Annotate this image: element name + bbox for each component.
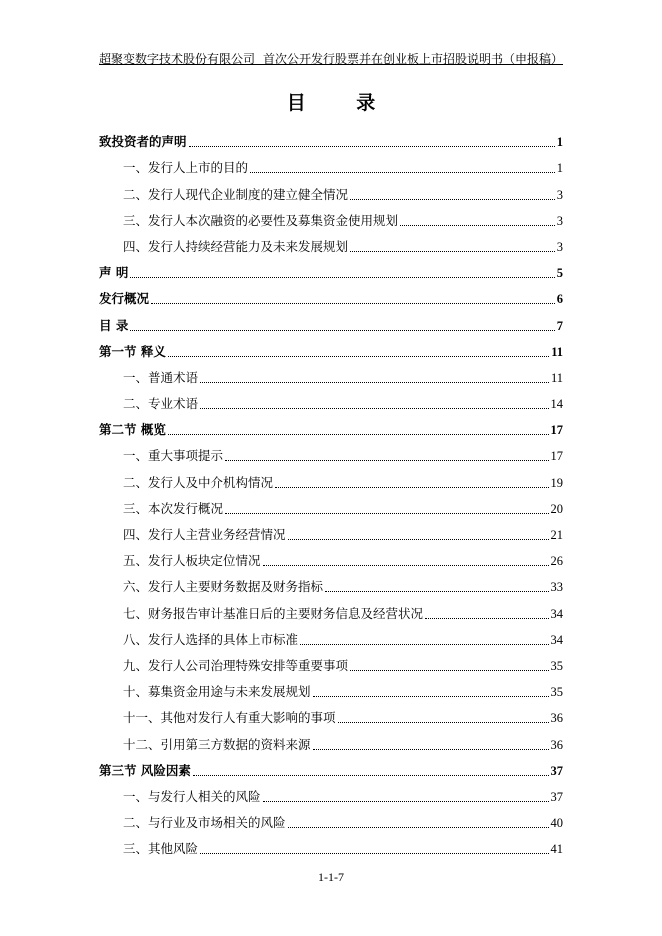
toc-entry-page: 37	[550, 763, 563, 778]
toc-entry-label: 三、发行人本次融资的必要性及募集资金使用规划	[123, 212, 399, 228]
dot-leader	[250, 172, 555, 173]
toc-entry-page: 21	[550, 528, 563, 542]
dot-leader	[300, 644, 548, 645]
toc-entry-page: 3	[556, 187, 563, 202]
dot-leader	[350, 251, 555, 252]
toc-entry[interactable]	[99, 595, 563, 621]
toc-entry-label: 目 录	[99, 317, 129, 333]
dot-leader	[350, 199, 555, 200]
toc-entry[interactable]	[99, 648, 563, 674]
toc-entry[interactable]	[99, 831, 563, 857]
toc-entry-page: 37	[550, 789, 563, 804]
toc-entry[interactable]	[99, 674, 563, 700]
toc-entry[interactable]	[99, 334, 563, 360]
toc-entry-page: 1	[556, 161, 563, 176]
toc-entry[interactable]	[99, 491, 563, 517]
page-number: 1-1-7	[318, 870, 344, 884]
dot-leader	[200, 382, 549, 383]
dot-leader	[425, 618, 548, 619]
toc-entry-page: 34	[550, 632, 563, 647]
toc-entry[interactable]	[99, 543, 563, 569]
toc-entry[interactable]	[99, 281, 563, 307]
toc-entry-label: 九、发行人公司治理特殊安排等重要事项	[123, 657, 349, 673]
toc-entry-label: 声 明	[99, 265, 129, 281]
header-company: 超聚变数字技术股份有限公司	[99, 52, 256, 66]
toc-entry-page: 35	[550, 658, 563, 673]
dot-leader	[225, 513, 548, 514]
dot-leader	[288, 827, 549, 828]
dot-leader	[189, 146, 555, 147]
toc-entry-label: 十二、引用第三方数据的资料来源	[123, 736, 311, 752]
toc-entry-label: 二、与行业及市场相关的风险	[123, 815, 286, 831]
toc-entry[interactable]	[99, 753, 563, 779]
toc-entry[interactable]	[99, 726, 563, 752]
toc-entry-label: 三、其他风险	[123, 841, 199, 857]
toc-entry[interactable]	[99, 176, 563, 202]
toc-entry-page: 17	[550, 423, 563, 438]
toc-entry-label: 一、与发行人相关的风险	[123, 788, 261, 804]
toc-entry-page: 36	[550, 737, 563, 752]
toc-entry-page: 3	[556, 239, 563, 254]
toc-entry-page: 17	[550, 449, 563, 464]
toc-entry[interactable]	[99, 622, 563, 648]
toc-entry-label: 二、发行人现代企业制度的建立健全情况	[123, 186, 349, 202]
dot-leader	[151, 303, 555, 304]
toc-entry-label: 第二节 概览	[99, 422, 166, 438]
toc-entry-label: 二、专业术语	[123, 396, 199, 412]
toc-entry[interactable]	[99, 255, 563, 281]
dot-leader	[313, 696, 549, 697]
toc-entry[interactable]	[99, 229, 563, 255]
toc-entry-page: 11	[551, 344, 563, 359]
toc-entry-label: 第三节 风险因素	[99, 762, 191, 778]
toc-entry-label: 四、发行人持续经营能力及未来发展规划	[123, 238, 349, 254]
toc-entry[interactable]	[99, 517, 563, 543]
toc-entry-page: 41	[550, 842, 563, 857]
toc-entry[interactable]	[99, 805, 563, 831]
toc-entry[interactable]	[99, 307, 563, 333]
header-doc-title: 首次公开发行股票并在创业板上市招股说明书（申报稿）	[262, 52, 563, 66]
dot-leader	[325, 591, 548, 592]
toc-entry[interactable]	[99, 779, 563, 805]
dot-leader	[200, 853, 548, 854]
toc-entry[interactable]	[99, 438, 563, 464]
toc-entry-page: 11	[550, 370, 563, 385]
dot-leader	[400, 225, 555, 226]
toc-entry-label: 四、发行人主营业务经营情况	[123, 527, 286, 542]
dot-leader	[263, 565, 549, 566]
dot-leader	[275, 487, 548, 488]
toc-entry-page: 1	[556, 135, 563, 150]
toc-entry-label: 致投资者的声明	[99, 134, 187, 150]
toc-entry[interactable]	[99, 412, 563, 438]
toc-entry-label: 六、发行人主要财务数据及财务指标	[123, 579, 324, 595]
toc-entry-page: 3	[556, 213, 563, 228]
toc-entry-page: 40	[550, 816, 563, 831]
page-title: 目 录	[286, 92, 398, 114]
dot-leader	[168, 434, 549, 435]
dot-leader	[130, 277, 554, 278]
toc-entry[interactable]	[99, 124, 563, 150]
toc-entry-label: 一、发行人上市的目的	[123, 160, 249, 176]
toc-entry-label: 十、募集资金用途与未来发展规划	[123, 684, 311, 700]
toc-entry-page: 5	[556, 266, 563, 281]
toc-entry-label: 一、重大事项提示	[123, 448, 224, 464]
dot-leader	[225, 460, 548, 461]
toc-entry[interactable]	[99, 464, 563, 490]
toc-entry-page: 14	[550, 397, 563, 412]
toc-entry-page: 26	[550, 554, 563, 569]
toc-entry-page: 6	[556, 292, 563, 307]
toc-entry-label: 十一、其他对发行人有重大影响的事项	[123, 710, 336, 726]
toc-entry-page: 7	[556, 318, 563, 333]
toc-entry-label: 八、发行人选择的具体上市标准	[123, 631, 299, 647]
toc-entry-label: 七、财务报告审计基准日后的主要财务信息及经营状况	[123, 605, 424, 621]
dot-leader	[338, 722, 549, 723]
toc-entry[interactable]	[99, 386, 563, 412]
toc-entry-label: 一、普通术语	[123, 369, 199, 385]
toc-entry-page: 33	[550, 580, 563, 595]
toc-entry-label: 二、发行人及中介机构情况	[123, 474, 274, 490]
dot-leader	[130, 330, 554, 331]
toc-entry[interactable]	[99, 203, 563, 229]
dot-leader	[263, 801, 549, 802]
toc-entry-label: 五、发行人板块定位情况	[123, 553, 261, 569]
toc-entry-label: 发行概况	[99, 291, 150, 307]
dot-leader	[193, 775, 549, 776]
table-of-contents	[99, 124, 563, 857]
toc-entry-page: 34	[550, 606, 563, 621]
dot-leader	[200, 408, 548, 409]
dot-leader	[168, 356, 549, 357]
toc-entry-label: 三、本次发行概况	[123, 500, 224, 516]
toc-entry-page: 20	[550, 501, 563, 516]
dot-leader	[350, 670, 548, 671]
toc-entry[interactable]	[99, 150, 563, 176]
toc-entry-page: 35	[550, 685, 563, 700]
toc-entry[interactable]	[99, 360, 563, 386]
dot-leader	[288, 539, 549, 540]
toc-entry-page: 36	[550, 711, 563, 726]
toc-entry-page: 19	[550, 475, 563, 490]
dot-leader	[313, 749, 549, 750]
header-divider	[99, 64, 563, 65]
toc-entry[interactable]	[99, 700, 563, 726]
toc-entry-label: 第一节 释义	[99, 343, 166, 359]
toc-entry[interactable]	[99, 569, 563, 595]
